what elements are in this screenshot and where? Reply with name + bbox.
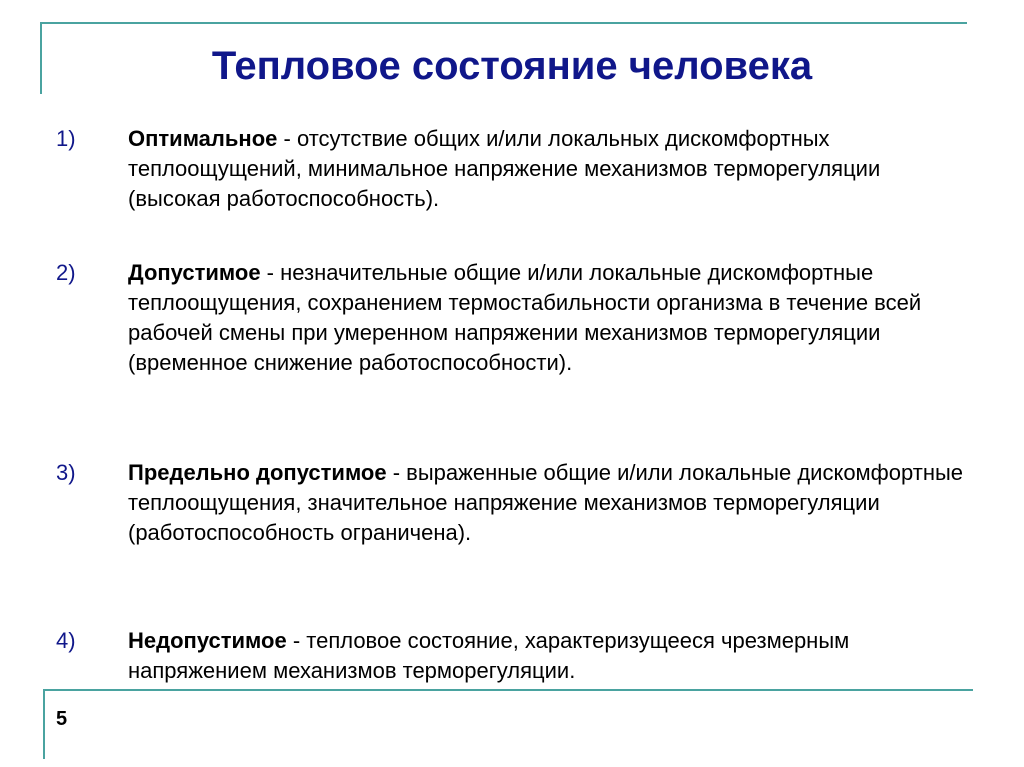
item-number: 2) bbox=[56, 260, 76, 285]
item-description: - тепловое состояние, характеризущееся чрезмерным напряжением механизмов терморегуляции. bbox=[128, 628, 850, 683]
item-term: Недопустимое bbox=[128, 628, 287, 653]
item-description: - незначительные общие и/или локальные дискомфортные теплоощущения, сохранением термостабильности организма в течение всей рабочей смены при умеренном напряжении механизмов терморегуляции (временное снижение работоспособности). bbox=[128, 260, 922, 375]
slide-title: Тепловое состояние человека bbox=[211, 44, 813, 88]
item-text bbox=[128, 124, 978, 214]
item-text bbox=[128, 626, 978, 686]
bottom-left-rule bbox=[43, 689, 45, 759]
item-term: Допустимое bbox=[128, 260, 261, 285]
page-number: 5 bbox=[56, 708, 68, 730]
item-number: 3) bbox=[56, 460, 76, 485]
item-number: 1) bbox=[56, 126, 76, 151]
top-rule bbox=[40, 22, 967, 24]
item-term: Оптимальное bbox=[128, 126, 278, 151]
item-term: Предельно допустимое bbox=[128, 460, 387, 485]
item-description: - отсутствие общих и/или локальных дискомфортных теплоощущений, минимальное напряжение механизмов терморегуляции (высокая работоспособность). bbox=[128, 126, 881, 211]
item-description: - выраженные общие и/или локальные дискомфортные теплоощущения, значительное напряжение механизмов терморегуляции (работоспособность ограничена). bbox=[128, 460, 964, 545]
bottom-rule bbox=[43, 689, 973, 691]
item-text bbox=[128, 258, 978, 378]
item-number: 4) bbox=[56, 628, 76, 653]
item-text bbox=[128, 458, 978, 548]
